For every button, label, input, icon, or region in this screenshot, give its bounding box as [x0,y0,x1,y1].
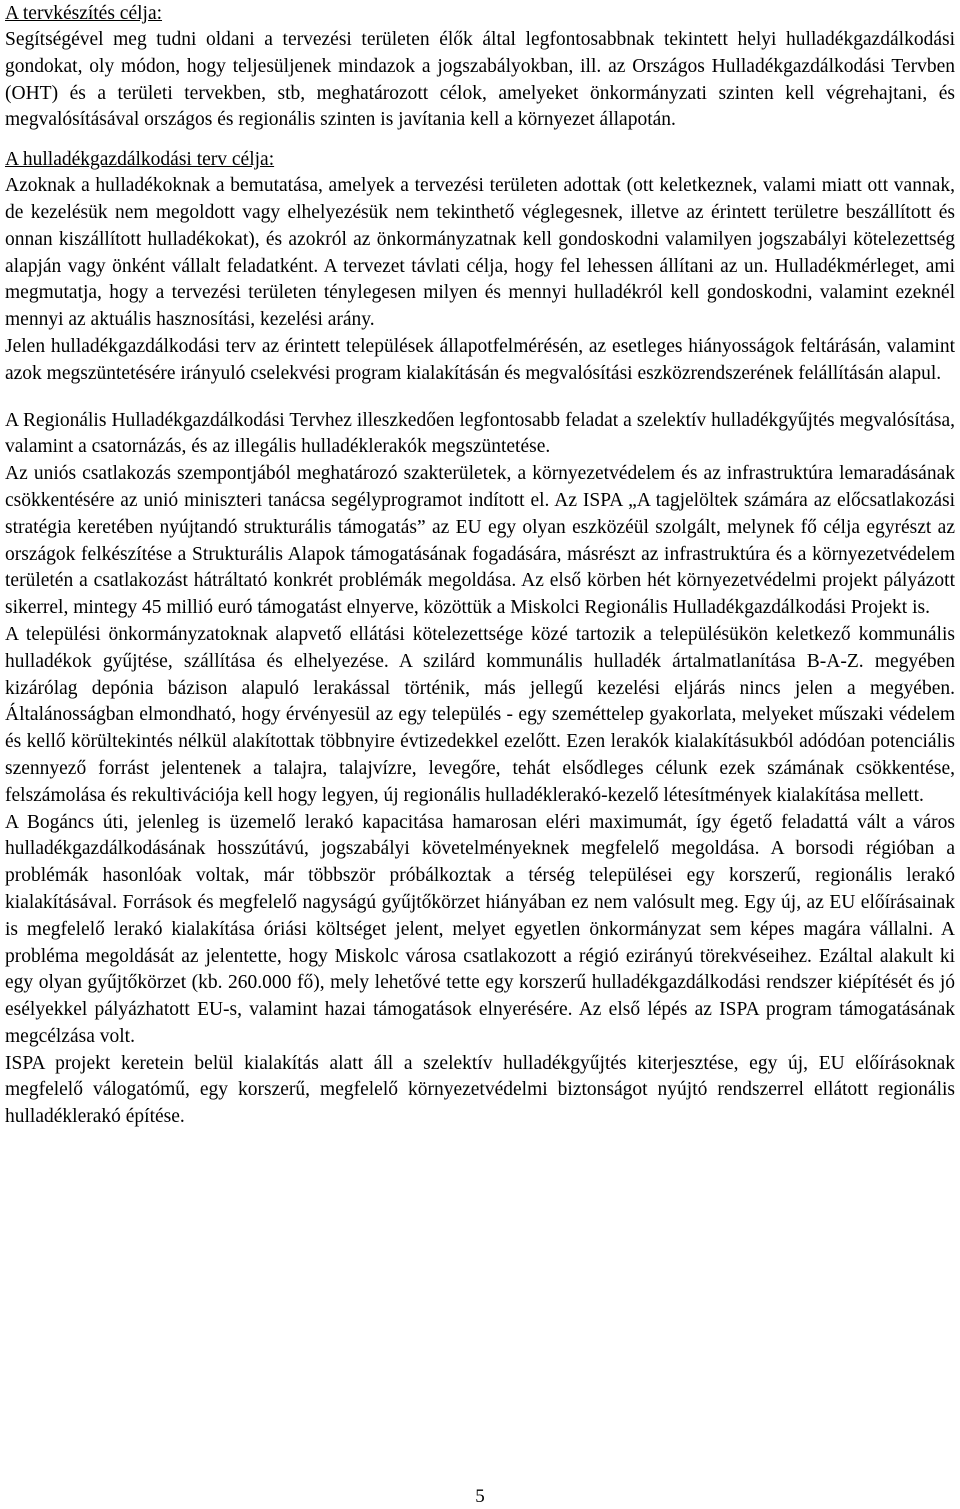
section-heading-tervkeszites: A tervkészítés célja: [5,3,163,24]
paragraph-ispa-projekt: ISPA projekt keretein belül kialakítás alatt áll a szelektív hulladékgyűjtés kiterjesztése, egy új, EU előírásoknak megfelelő válogatómű, egy korszerű, megfelelő környezetvédelmi biztonságot nyújtó rendszerrel ellátott regionális hulladéklerakó építése. [5,1052,955,1128]
paragraph-terv-celja: Azoknak a hulladékoknak a bemutatása, amelyek a tervezési területen adottak (ott keletkeznek, valami miatt ott vannak, de kezelésük nem megoldott vagy elhelyezésük nem tekinthető véglegesnek, illetve az érintett területre beszállított és onnan kiszállított hulladékokat), és azokról az önkormányzatnak kell gondoskodni valamilyen jogszabályi kötelezettség alapján vagy önként vállalt feladatként. A tervezet távlati célja, hogy fel lehessen állítani az un. Hulladékmérleget, ami megmutatja, hogy a tervezési területen ténylegesen milyen és mennyi hulladékról kell gondoskodni, valamint ezeknél mennyi az aktuális hasznosítási, kezelési arány. [5,175,955,331]
paragraph-telepulesi-onkormanyzatok: A települési önkormányzatoknak alapvető ellátási kötelezettsége közé tartozik a településükön keletkező kommunális hulladékok gyűjtése, szállítása és elhelyezése. A szilárd kommunális hulladék ártalmatlanítása B-A-Z. megyében kizárólag depónia bázison alapuló lerakással történik, más jellegű kezelési eljárás nincs jelen a megyében. Általánosságban elmondható, hogy érvényesül az egy település - egy szeméttelep gyakorlata, melyeket műszaki védelem és kellő körültekintés nélkül alakítottak többnyire évtizedekkel ezelőtt. Ezen lerakók kialakításukból adódóan potenciális szennyező forrást jelentenek a talajra, talajvízre, levegőre, tehát elsődleges célunk ezek számának csökkentése, felszámolása és rekultivációja kell hogy legyen, új regionális hulladéklerakó-kezelő létesítmények kialakítása mellett. [5,623,955,806]
paragraph-jelen-terv: Jelen hulladékgazdálkodási terv az érintett települések állapotfelmérésén, az esetleges hiányosságok feltárásán, valamint azok megszüntetésére irányuló cselekvési program kialakításán és megvalósítási eszközrendszerének felállításán alapul. [5,335,955,384]
document-page [5,0,955,1131]
spacer [5,134,955,146]
paragraph-bogancs-uti-lerako: A Bogáncs úti, jelenleg is üzemelő lerakó kapacitása hamarosan eléri maximumát, így égető feladattá vált a város hulladékgazdálkodásának hosszútávú, jogszabályi követelményeknek megfelelő megoldása. A borsodi régióban a problémák hasonlóak voltak, már többször próbálkoztak a térség települései egy korszerű, regionális lerakó kialakításával. Források és megfelelő nagyságú gyűjtőkörzet hiányában ez nem valósult meg. Egy új, az EU előírásainak is megfelelő lerakó kialakítása óriási költséget jelent, melyet egyetlen önkormányzat sem képes magára vállalni. A probléma megoldását az jelentette, hogy Miskolc városa csatlakozott a régió ezirányú törekvéseihez. Ezáltal alakult ki egy olyan gyűjtőkörzet (kb. 260.000 fő), mely lehetővé tette egy korszerű hulladékgazdálkodási rendszer kiépítését és jó esélyekkel pályázhatott EU-s, valamint hazai támogatások elnyerésére. Az első lépés az ISPA program támogatásának megcélzása volt. [5,811,955,1047]
page-number: 5 [475,1486,485,1507]
section-heading-hulladekgazdalkodasi-terv: A hulladékgazdálkodási terv célja: [5,149,275,171]
paragraph-regionalis-terv: A Regionális Hulladékgazdálkodási Tervhez illeszkedően legfontosabb feladat a szelektív hulladékgyűjtés megvalósítása, valamint a csatornázás, és az illegális hulladéklerakók megszüntetése. [5,409,955,458]
paragraph-tervkeszites: Segítségével meg tudni oldani a tervezési területen élők által legfontosabbnak tekintett helyi hulladékgazdálkodási gondokat, oly módon, hogy teljesüljenek mindazok a jogszabályokban, ill. az Országos Hulladékgazdálkodási Tervben (OHT) és a területi tervekben, stb, meghatározott célok, amelyeket önkormányzati szinten kell végrehajtani, és megvalósításával országos és regionális szinten is javítania kell a környezet állapotán. [5,29,955,131]
spacer [5,388,955,408]
paragraph-unios-csatlakozas: Az uniós csatlakozás szempontjából meghatározó szakterületek, a környezetvédelem és az infrastruktúra lemaradásának csökkentésére az unió miniszteri tanácsa segélyprogramot indított el. Az ISPA „A tagjelöltek számára az előcsatlakozási stratégia keretében nyújtandó strukturális támogatás” az EU egy olyan eszközéül szolgált, melynek fő célja egyrészt az országok felkészítése a Strukturális Alapok támogatásának fogadására, másrészt az infrastruktúra és a környezetvédelem területén a csatlakozást hátráltató konkrét problémák megoldása. Az első körben hét környezetvédelmi projekt pályázott sikerrel, mintegy 45 millió euró támogatást elnyerve, közöttük a Miskolci Regionális Hulladékgazdálkodási Projekt is. [5,463,955,619]
